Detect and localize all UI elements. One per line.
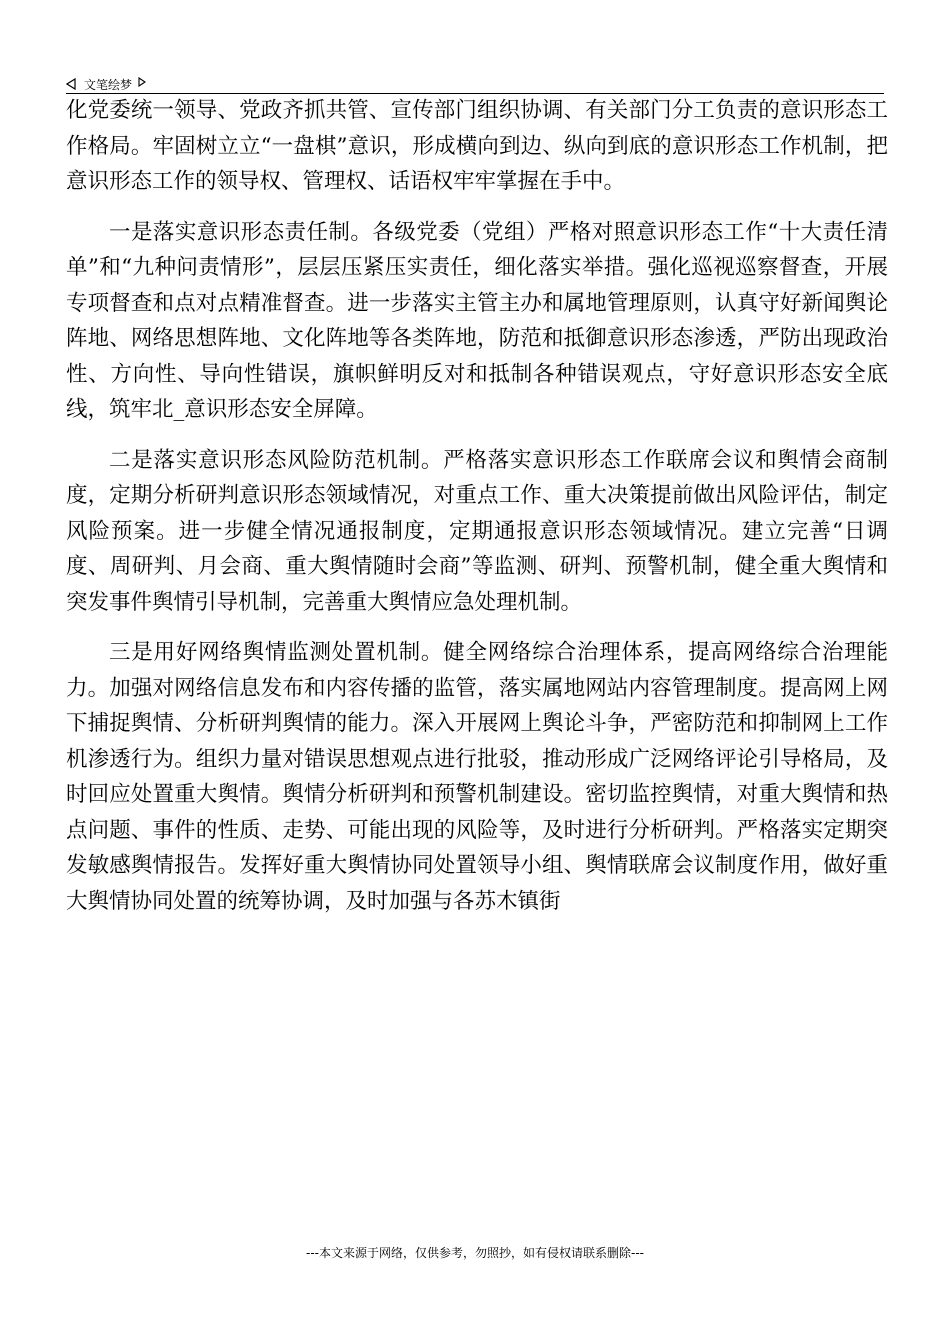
triangle-left-outline-icon: [66, 78, 76, 90]
document-body: [66, 93, 888, 934]
paragraph-responsibility-system: 一是落实意识形态责任制。各级党委（党组）严格对照意识形态工作“十大责任清单”和“九种问责情形”，层层压紧压实责任，细化落实举措。强化巡视巡察督查，开展专项督查和点对点精准督查。进一步落实主管主办和属地管理原则，认真守好新闻舆论阵地、网络思想阵地、文化阵地等各类阵地，防范和抵御意识形态渗透，严防出现政治性、方向性、导向性错误，旗帜鲜明反对和抵制各种错误观点，守好意识形态安全底线，筑牢北_意识形态安全屏障。: [66, 219, 888, 422]
paragraph-network-monitoring: 三是用好网络舆情监测处置机制。健全网络综合治理体系，提高网络综合治理能力。加强对网络信息发布和内容传播的监管，落实属地网站内容管理制度。提高网上网下捕捉舆情、分析研判舆情的能力。深入开展网上舆论斗争，严密防范和抑制网上工作机渗透行为。组织力量对错误思想观点进行批驳，推动形成广泛网络评论引导格局，及时回应处置重大舆情。舆情分析研判和预警机制建设。密切监控舆情，对重大舆情和热点问题、事件的性质、走势、可能出现的风险等，及时进行分析研判。严格落实定期突发敏感舆情报告。发挥好重大舆情协同处置领导小组、舆情联席会议制度作用，做好重大舆情协同处置的统筹协调，及时加强与各苏木镇街: [66, 640, 888, 914]
triangle-right-outline-icon: [138, 76, 146, 86]
page-footer-notice: ---本文来源于网络，仅供参考，勿照抄，如有侵权请联系删除---: [306, 1246, 644, 1260]
paragraph-risk-prevention: 二是落实意识形态风险防范机制。严格落实意识形态工作联席会议和舆情会商制度，定期分析研判意识形态领域情况，对重点工作、重大决策提前做出风险评估，制定风险预案。进一步健全情况通报制度，定期通报意识形态领域情况。建立完善“日调度、周研判、月会商、重大舆情随时会商”等监测、研判、预警机制，健全重大舆情和突发事件舆情引导机制，完善重大舆情应急处理机制。: [66, 447, 888, 615]
page-header: [66, 73, 146, 95]
header-title: 文笔绘梦: [84, 77, 133, 92]
paragraph-continued: 化党委统一领导、党政齐抓共管、宣传部门组织协调、有关部门分工负责的意识形态工作格局。牢固树立立“一盘棋”意识，形成横向到边、纵向到底的意识形态工作机制，把意识形态工作的领导权、管理权、话语权牢牢掌握在手中。: [66, 98, 888, 194]
